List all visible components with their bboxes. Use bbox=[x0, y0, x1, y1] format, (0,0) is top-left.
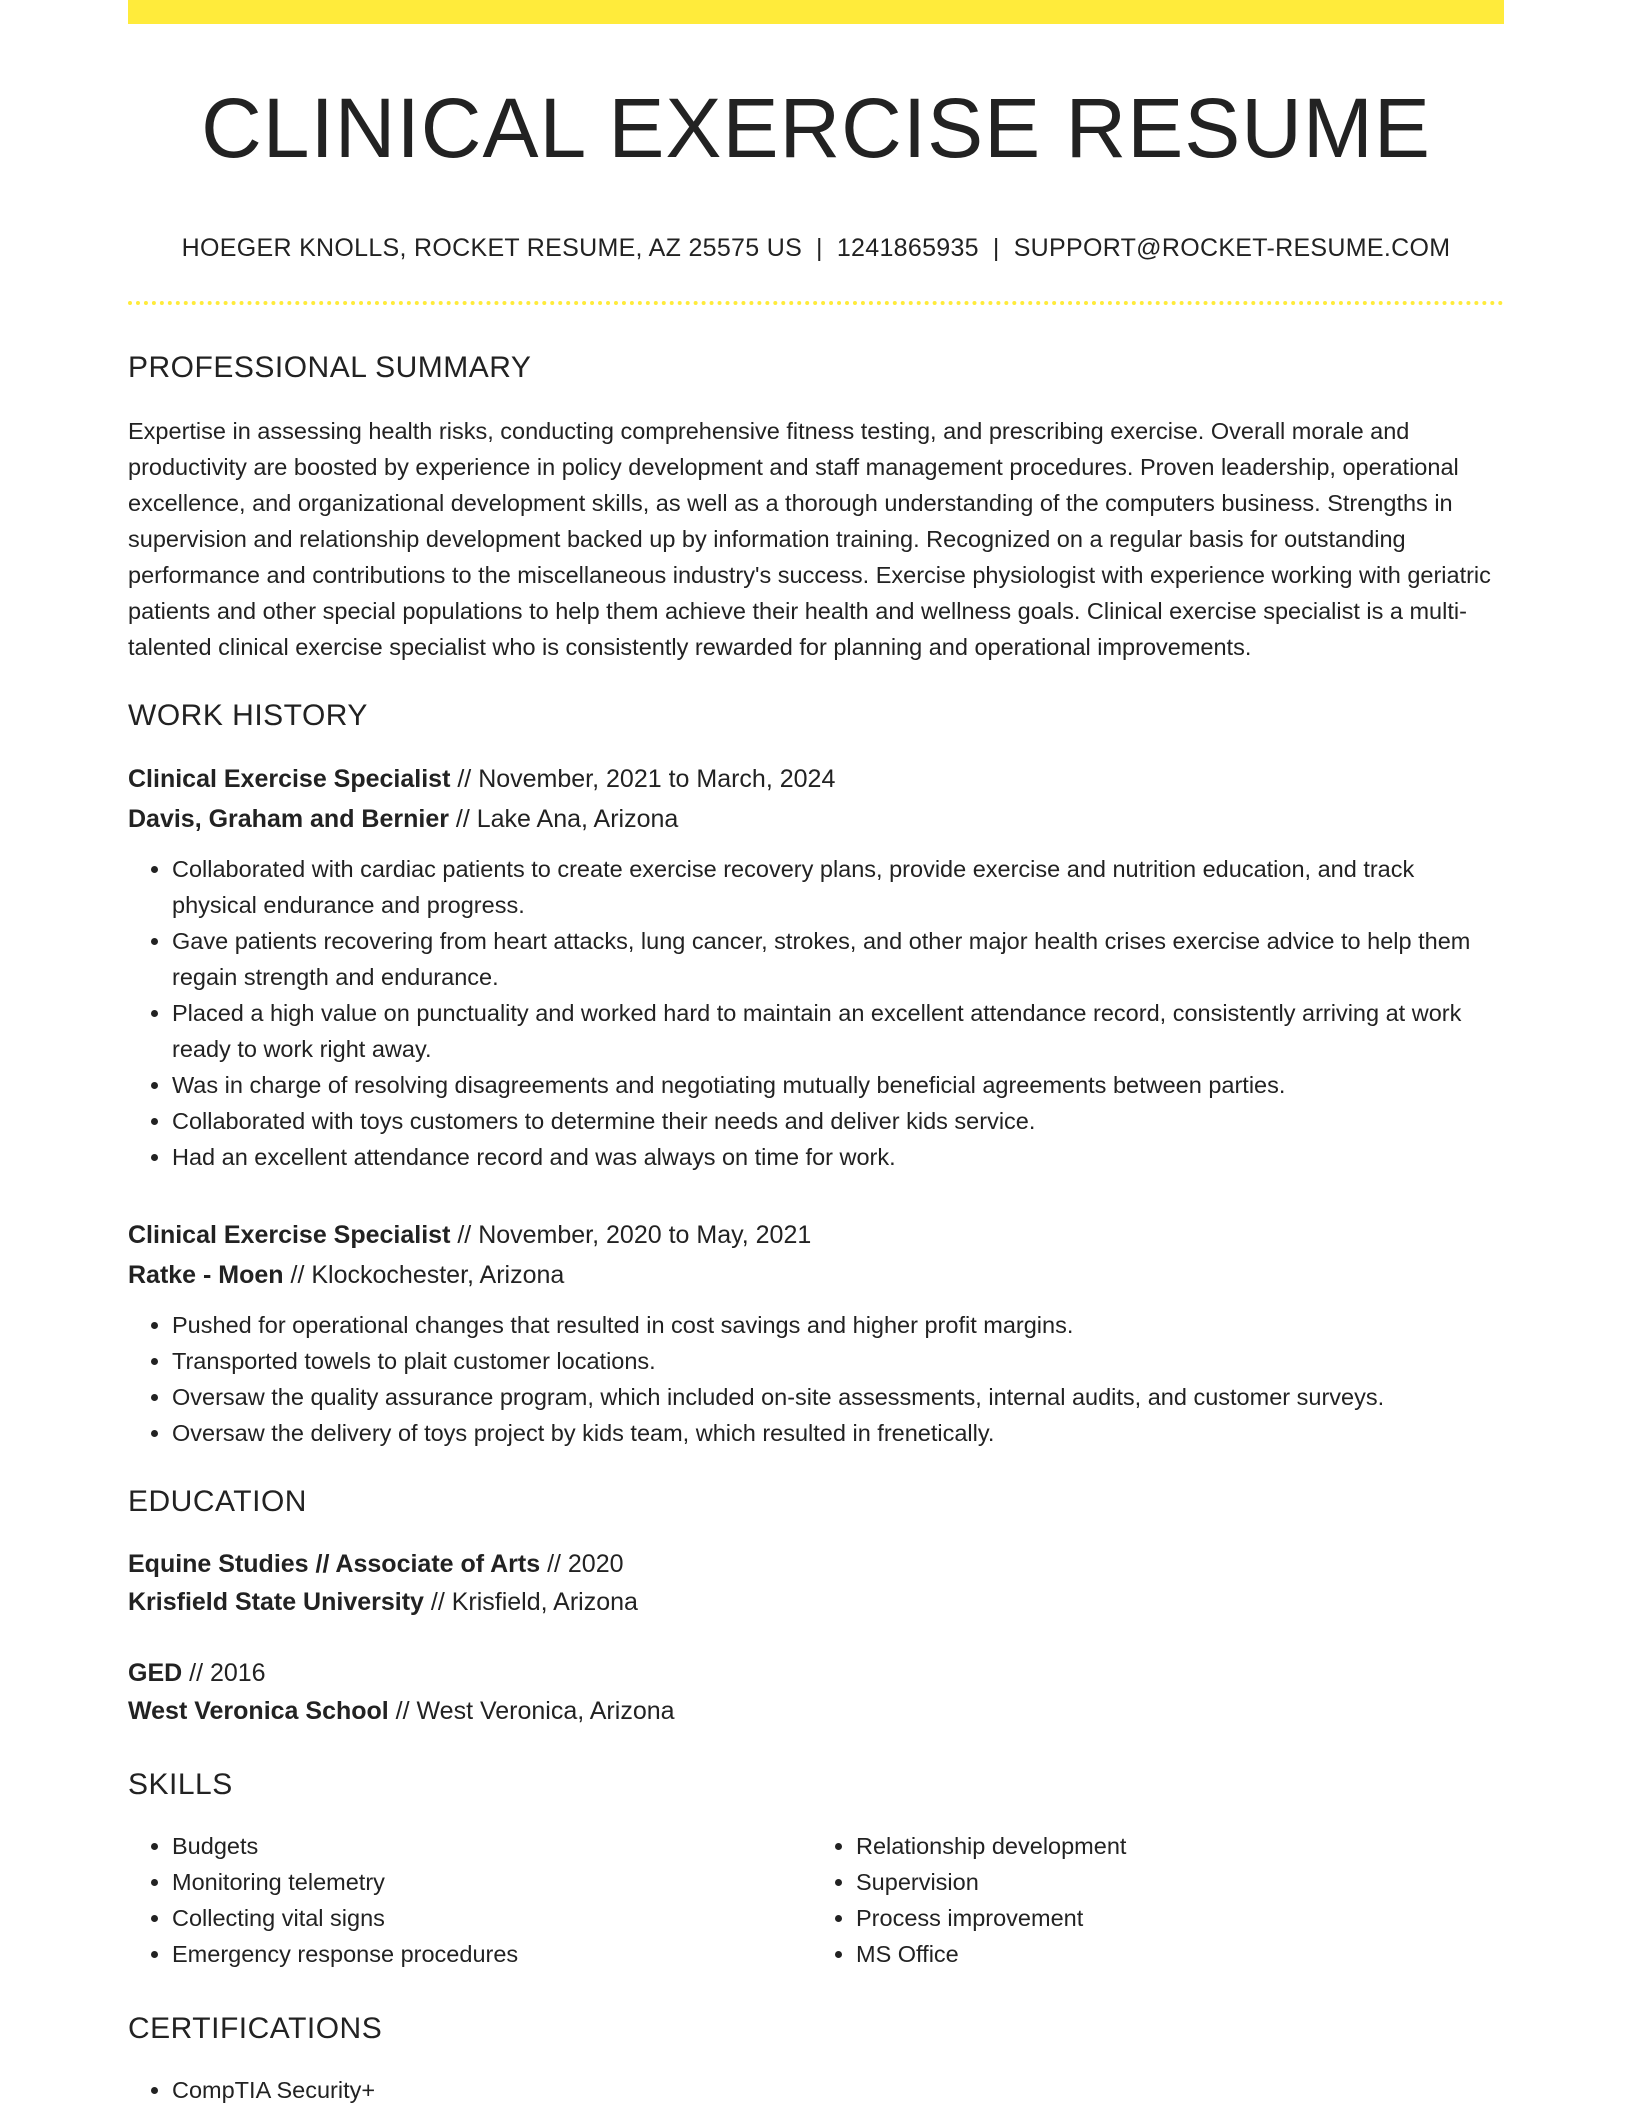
education-degree-line bbox=[128, 1654, 1504, 1692]
job-dates: // November, 2021 to March, 2024 bbox=[450, 765, 836, 794]
contact-email: SUPPORT@ROCKET-RESUME.COM bbox=[1013, 234, 1451, 263]
education-degree: GED bbox=[128, 1659, 183, 1688]
job-bullet: • Gave patients recovering from heart attacks, lung cancer, strokes, and other major health crises exercise advice to help them regain strength and endurance. bbox=[172, 923, 1504, 995]
skill-item: • Monitoring telemetry bbox=[172, 1864, 806, 1900]
job-role: Clinical Exercise Specialist bbox=[128, 1221, 451, 1250]
education-heading: EDUCATION bbox=[128, 1485, 307, 1519]
job-bullet: • Pushed for operational changes that resulted in cost savings and higher profit margins. bbox=[172, 1307, 1504, 1343]
contact-phone: 1241865935 bbox=[836, 234, 979, 263]
education-school: West Veronica School bbox=[128, 1697, 389, 1726]
certification-item: • CompTIA Security+ bbox=[172, 2072, 1504, 2108]
contact-separator: | bbox=[992, 234, 1000, 263]
job-entry bbox=[128, 1215, 1504, 1451]
job-bullet: • Placed a high value on punctuality and worked hard to maintain an excellent attendance record, consistently arriving at work ready to work right away. bbox=[172, 995, 1504, 1067]
skill-item: • Budgets bbox=[172, 1828, 806, 1864]
resume-title: CLINICAL EXERCISE RESUME bbox=[201, 81, 1431, 175]
job-bullets bbox=[128, 851, 1504, 1175]
job-bullets bbox=[128, 1307, 1504, 1451]
job-entry bbox=[128, 759, 1504, 1175]
skills-list-left bbox=[128, 1828, 806, 1972]
job-role: Clinical Exercise Specialist bbox=[128, 765, 451, 794]
education-school-line bbox=[128, 1583, 1504, 1621]
certifications-list bbox=[128, 2072, 1504, 2108]
skills-columns bbox=[128, 1828, 1504, 1972]
education-entry bbox=[128, 1654, 1504, 1730]
education-school-line bbox=[128, 1692, 1504, 1730]
skill-item: • Emergency response procedures bbox=[172, 1936, 806, 1972]
skills-list-right bbox=[806, 1828, 1490, 1972]
education-degree: Equine Studies // Associate of Arts bbox=[128, 1550, 541, 1579]
contact-separator: | bbox=[816, 234, 823, 263]
job-company: Davis, Graham and Bernier bbox=[128, 805, 449, 834]
skills-heading: SKILLS bbox=[128, 1768, 233, 1802]
job-role-line bbox=[128, 1215, 1504, 1255]
job-company-line bbox=[128, 799, 1504, 839]
skill-item: • Relationship development bbox=[856, 1828, 1490, 1864]
job-company-line bbox=[128, 1255, 1504, 1295]
job-bullet: • Collaborated with toys customers to determine their needs and deliver kids service. bbox=[172, 1103, 1504, 1139]
skill-item: • Process improvement bbox=[856, 1900, 1490, 1936]
resume-page bbox=[128, 0, 1504, 2108]
summary-heading: PROFESSIONAL SUMMARY bbox=[128, 351, 532, 385]
skill-item: • Collecting vital signs bbox=[172, 1900, 806, 1936]
contact-line bbox=[128, 234, 1504, 263]
top-accent-bar bbox=[128, 0, 1504, 24]
education-degree-line bbox=[128, 1545, 1504, 1583]
education-year: // 2016 bbox=[182, 1659, 266, 1688]
job-location: // Lake Ana, Arizona bbox=[448, 805, 679, 834]
job-bullet: • Oversaw the quality assurance program, which included on-site assessments, internal audits, and customer surveys. bbox=[172, 1379, 1504, 1415]
job-bullet: • Oversaw the delivery of toys project by kids team, which resulted in frenetically. bbox=[172, 1415, 1504, 1451]
certifications-heading: CERTIFICATIONS bbox=[128, 2012, 383, 2046]
education-location: // West Veronica, Arizona bbox=[388, 1697, 675, 1726]
skill-item: • Supervision bbox=[856, 1864, 1490, 1900]
job-bullet: • Had an excellent attendance record and was always on time for work. bbox=[172, 1139, 1504, 1175]
job-location: // Klockochester, Arizona bbox=[283, 1261, 565, 1290]
work-history-heading: WORK HISTORY bbox=[128, 699, 368, 733]
contact-address: HOEGER KNOLLS, ROCKET RESUME, AZ 25575 US bbox=[181, 234, 803, 263]
job-company: Ratke - Moen bbox=[128, 1261, 284, 1290]
education-school: Krisfield State University bbox=[128, 1588, 424, 1617]
job-bullet: • Collaborated with cardiac patients to create exercise recovery plans, provide exercise and nutrition education, and track physical endurance and progress. bbox=[172, 851, 1504, 923]
education-year: // 2020 bbox=[540, 1550, 624, 1579]
job-bullet: • Was in charge of resolving disagreements and negotiating mutually beneficial agreements between parties. bbox=[172, 1067, 1504, 1103]
summary-text: Expertise in assessing health risks, conducting comprehensive fitness testing, and prescribing exercise. Overall morale and productivity are boosted by experience in policy development and staff management procedures. Proven leadership, operational excellence, and organizational development skills, as well as a thorough understanding of the computers business. Strengths in supervision and relationship development backed up by information training. Recognized on a regular basis for outstanding performance and contributions to the miscellaneous industry's success. Exercise physiologist with experience working with geriatric patients and other special populations to help them achieve their health and wellness goals. Clinical exercise specialist is a multi-talented clinical exercise specialist who is consistently rewarded for planning and operational improvements. bbox=[128, 418, 1491, 661]
job-bullet: • Transported towels to plait customer locations. bbox=[172, 1343, 1504, 1379]
job-dates: // November, 2020 to May, 2021 bbox=[450, 1221, 812, 1250]
dotted-divider bbox=[128, 301, 1504, 305]
education-location: // Krisfield, Arizona bbox=[423, 1588, 638, 1617]
job-role-line bbox=[128, 759, 1504, 799]
education-entry bbox=[128, 1545, 1504, 1621]
skill-item: • MS Office bbox=[856, 1936, 1490, 1972]
